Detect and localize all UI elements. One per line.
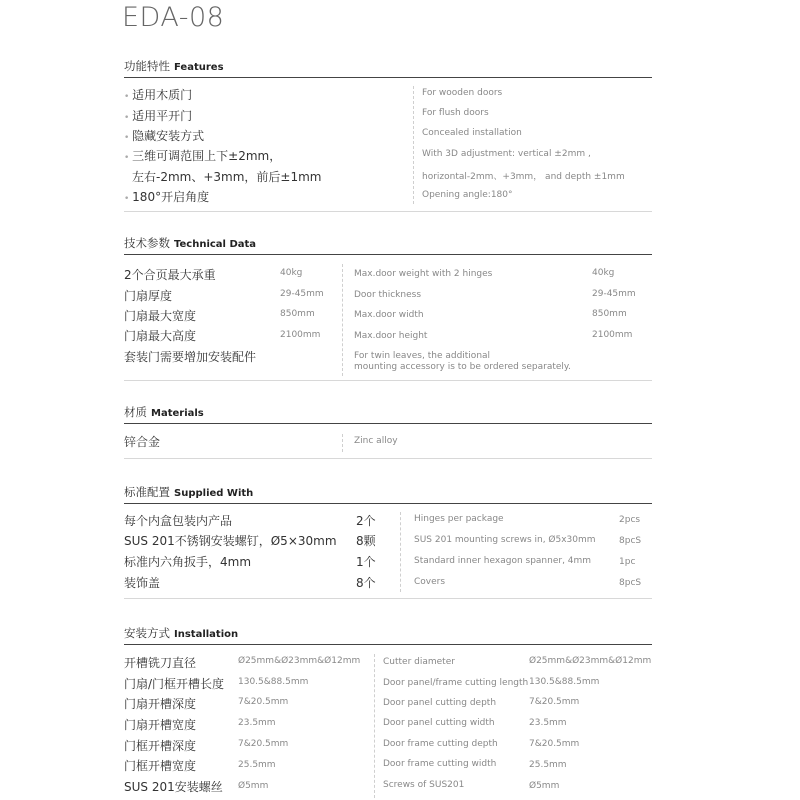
supplied-item-en: Covers: [414, 577, 446, 587]
install-value: 7&20.5mm: [238, 739, 289, 749]
tech-label-en: Door thickness: [354, 290, 422, 300]
install-value: 25.5mm: [238, 760, 276, 770]
install-value: Ø25mm&Ø23mm&Ø12mm: [238, 656, 361, 666]
install-value: 130.5&88.5mm: [529, 677, 600, 687]
install-value: Ø5mm: [238, 781, 269, 791]
tech-note-en-line2: mounting accessory is to be ordered separately.: [354, 362, 571, 372]
installation-title-en: Installation: [174, 629, 239, 640]
feature-cn-item: • 适用木质门: [124, 86, 192, 103]
install-label-cn: 门扇开槽宽度: [124, 718, 197, 732]
features-divider: [413, 86, 414, 204]
tech-label-en: Max.door height: [354, 331, 428, 341]
materials-title-cn: 材质: [124, 405, 147, 419]
tech-label-en: Max.door weight with 2 hinges: [354, 269, 493, 279]
feature-cn-item: • 适用平开门: [124, 107, 192, 124]
tech-value: 29-45mm: [592, 289, 636, 299]
tech-value: 29-45mm: [280, 289, 324, 299]
supplied-footer-line: [124, 598, 652, 599]
tech-value: 2100mm: [592, 330, 633, 340]
tech-label-cn: 2个合页最大承重: [124, 268, 216, 282]
install-label-en: Door frame cutting width: [383, 759, 497, 769]
materials-title-en: Materials: [151, 408, 204, 419]
installation-header: [124, 625, 652, 645]
supplied-item-cn: 装饰盖: [124, 576, 161, 590]
supplied-item-en: Hinges per package: [414, 514, 504, 524]
material-en: Zinc alloy: [354, 436, 398, 446]
install-label-cn: 门扇开槽深度: [124, 697, 197, 711]
feature-cn-item: 左右-2mm、+3mm，前后±1mm: [132, 170, 322, 184]
install-value: 7&20.5mm: [238, 697, 289, 707]
install-label-en: Door panel cutting width: [383, 718, 495, 728]
install-value: 130.5&88.5mm: [238, 677, 309, 687]
install-value: Ø25mm&Ø23mm&Ø12mm: [529, 656, 652, 666]
supplied-qty-en: 8pcS: [619, 536, 642, 546]
feature-en-item: With 3D adjustment: vertical ±2mm ,: [422, 149, 591, 159]
supplied-title-en: Supplied With: [174, 488, 254, 499]
tech-note-cn: 套装门需要增加安装配件: [124, 350, 257, 364]
tech-label-cn: 门扇最大高度: [124, 329, 197, 343]
product-title: EDA-08: [122, 2, 225, 33]
feature-cn-item: • 隐藏安装方式: [124, 127, 204, 144]
materials-footer-line: [124, 458, 652, 459]
features-header: [124, 58, 652, 78]
install-label-en: Door panel/frame cutting length: [383, 678, 529, 688]
supplied-item-en: SUS 201 mounting screws in, Ø5x30mm: [414, 535, 596, 545]
supplied-item-cn: 每个内盒包装内产品: [124, 514, 233, 528]
install-label-cn: 门框开槽深度: [124, 739, 197, 753]
features-title-en: Features: [174, 62, 224, 73]
tech-label-en: Max.door width: [354, 310, 424, 320]
supplied-qty-cn: 2个: [356, 514, 376, 528]
technical-footer-line: [124, 380, 652, 381]
feature-en-item: Concealed installation: [422, 128, 522, 138]
feature-cn-item: • 180°开启角度: [124, 188, 209, 205]
feature-en-item: Opening angle:180°: [422, 190, 513, 200]
supplied-header: [124, 484, 652, 504]
supplied-qty-cn: 1个: [356, 555, 376, 569]
install-label-en: Door panel cutting depth: [383, 698, 497, 708]
install-label-en: Cutter diameter: [383, 657, 455, 667]
supplied-qty-cn: 8个: [356, 576, 376, 590]
tech-value: 850mm: [592, 309, 627, 319]
installation-title-cn: 安装方式: [124, 626, 170, 640]
supplied-title-cn: 标准配置: [124, 485, 170, 499]
install-value: 7&20.5mm: [529, 739, 580, 749]
supplied-item-en: Standard inner hexagon spanner, 4mm: [414, 556, 592, 566]
technical-header: [124, 235, 652, 255]
install-value: 25.5mm: [529, 760, 567, 770]
supplied-divider: [400, 512, 401, 592]
feature-en-item: horizontal-2mm、+3mm， and depth ±1mm: [422, 172, 625, 182]
tech-value: 2100mm: [280, 330, 321, 340]
supplied-qty-cn: 8颗: [356, 534, 376, 548]
supplied-qty-en: 8pcS: [619, 578, 642, 588]
feature-cn-item: • 三维可调范围上下±2mm，: [124, 147, 281, 164]
tech-note-en-line1: For twin leaves, the additional: [354, 351, 491, 361]
tech-value: 40kg: [592, 268, 615, 278]
installation-divider: [374, 654, 375, 798]
feature-en-item: For wooden doors: [422, 88, 503, 98]
install-value: 23.5mm: [529, 718, 567, 728]
technical-title-en: Technical Data: [174, 239, 257, 250]
tech-value: 850mm: [280, 309, 315, 319]
materials-divider: [342, 434, 343, 452]
material-cn: 锌合金: [124, 435, 161, 449]
technical-title-cn: 技术参数: [124, 236, 170, 250]
tech-label-cn: 门扇厚度: [124, 289, 173, 303]
features-title-cn: 功能特性: [124, 59, 170, 73]
features-footer-line: [124, 211, 652, 212]
supplied-item-cn: 标准内六角扳手，4mm: [124, 555, 252, 569]
technical-divider: [342, 264, 343, 376]
install-value: Ø5mm: [529, 781, 560, 791]
supplied-qty-en: 2pcs: [619, 515, 641, 525]
install-label-cn: 门框开槽宽度: [124, 759, 197, 773]
supplied-item-cn: SUS 201不锈钢安装螺钉，Ø5×30mm: [124, 534, 337, 548]
install-label-cn: 门扇/门框开槽长度: [124, 677, 225, 691]
materials-header: [124, 404, 652, 424]
tech-value: 40kg: [280, 268, 303, 278]
install-value: 23.5mm: [238, 718, 276, 728]
tech-label-cn: 门扇最大宽度: [124, 309, 197, 323]
install-label-cn: 开槽铣刀直径: [124, 656, 197, 670]
install-value: 7&20.5mm: [529, 697, 580, 707]
install-label-en: Door frame cutting depth: [383, 739, 498, 749]
install-label-cn: SUS 201安装螺丝: [124, 780, 223, 794]
feature-en-item: For flush doors: [422, 108, 489, 118]
install-label-en: Screws of SUS201: [383, 780, 465, 790]
supplied-qty-en: 1pc: [619, 557, 636, 567]
